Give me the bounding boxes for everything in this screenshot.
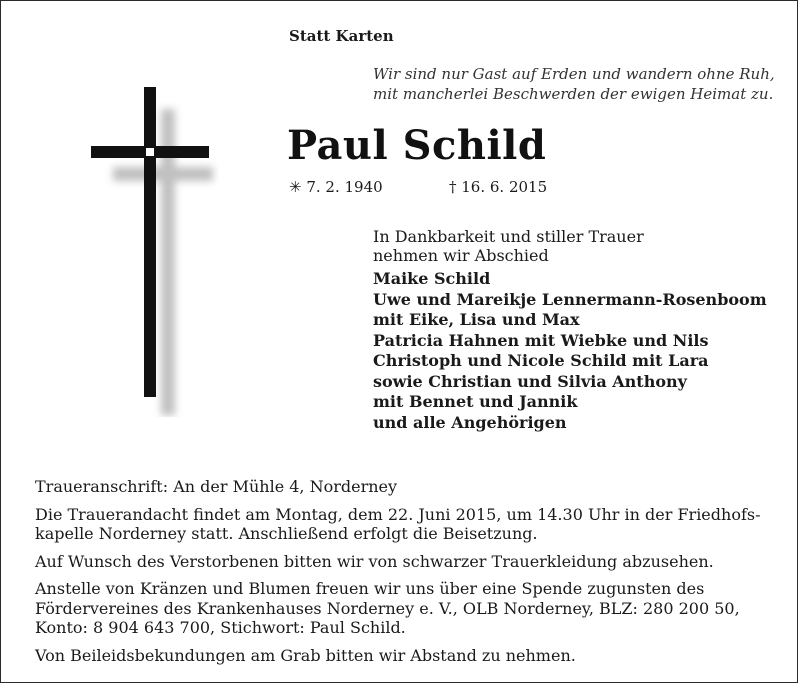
family-line: Uwe und Mareikje Lennermann-Rosenboom [373, 289, 767, 309]
birth-date: ✳ 7. 2. 1940 [289, 178, 383, 196]
family-line: Patricia Hahnen mit Wiebke und Nils [373, 330, 709, 350]
mourning-intro-line: In Dankbarkeit und stiller Trauer [373, 227, 644, 246]
notice-details [35, 477, 775, 673]
family-line: Maike Schild [373, 269, 491, 288]
family-line: und alle Angehörigen [373, 412, 567, 432]
verse [373, 64, 775, 104]
donation-line: Fördervereines des Krankenhauses Norderney e. V., OLB Norderney, BLZ: 280 200 50, [35, 598, 740, 618]
death-date: † 16. 6. 2015 [449, 178, 548, 196]
mourning-intro-line: nehmen wir Abschied [373, 246, 549, 265]
attire-request: Auf Wunsch des Verstorbenen bitten wir von schwarzer Trauerkleidung abzusehen. [35, 551, 714, 571]
family-line: Christoph und Nicole Schild mit Lara [373, 351, 709, 370]
service-info [35, 505, 775, 544]
verse-line: Wir sind nur Gast auf Erden und wandern ohne Ruh, [373, 65, 775, 83]
donation-line: Anstelle von Kränzen und Blumen freuen wir uns über eine Spende zugunsten des [35, 579, 705, 598]
donation-info [35, 579, 775, 638]
cross-icon [89, 87, 219, 417]
family-line: mit Bennet und Jannik [373, 392, 578, 411]
family-line: sowie Christian und Silvia Anthony [373, 371, 687, 391]
mourning-address: Traueranschrift: An der Mühle 4, Norderney [35, 477, 398, 496]
mourning-intro [373, 227, 644, 265]
condolence-request: Von Beileidsbekundungen am Grab bitten wir Abstand zu nehmen. [35, 645, 576, 665]
donation-line: Konto: 8 904 643 700, Stichwort: Paul Schild. [35, 618, 406, 637]
deceased-name: Paul Schild [287, 122, 547, 169]
service-line: Die Trauerandacht findet am Montag, dem 22. Juni 2015, um 14.30 Uhr in der Friedhofs- [35, 504, 761, 524]
service-line: kapelle Norderney statt. Anschließend erfolgt die Beisetzung. [35, 524, 538, 543]
family-line: mit Eike, Lisa und Max [373, 310, 580, 329]
header-label: Statt Karten [289, 27, 394, 45]
verse-line: mit mancherlei Beschwerden der ewigen Heimat zu. [373, 85, 774, 103]
family-list [373, 269, 767, 433]
